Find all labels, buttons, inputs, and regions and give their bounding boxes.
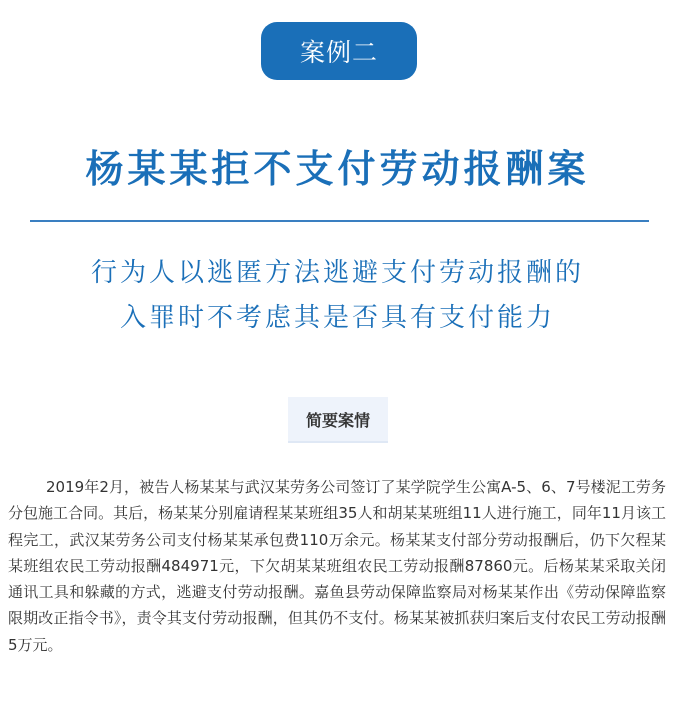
case-subtitle-line-1: 行为人以逃匿方法逃避支付劳动报酬的 xyxy=(90,258,584,288)
case-title: 杨某某拒不支付劳动报酬案 xyxy=(85,146,590,191)
case-badge: 案例二 xyxy=(261,22,417,80)
section-heading: 简要案情 xyxy=(288,397,388,443)
case-paragraph: 2019年2月，被告人杨某某与武汉某劳务公司签订了某学院学生公寓A-5、6、7号楼泥工劳务分包施工合同。其后，杨某某分别雇请程某某班组35人和胡某某班组11人进行施工，同年11月该工程完工，武汉某劳务公司支付杨某某承包费110万余元。杨某某支付部分劳动报酬后，仍下欠程某某班组农民工劳动报酬484971元，下欠胡某某班组农民工劳动报酬87860元。后杨某某采取关闭通讯工具和躲藏的方式，逃避支付劳动报酬。嘉鱼县劳动保障监察局对杨某某作出《劳动保障监察限期改正指令书》，责令其支付劳动报酬，但其仍不支付。杨某某被抓获归案后支付农民工劳动报酬5万元。 xyxy=(8,478,666,654)
title-divider xyxy=(30,220,649,222)
case-body xyxy=(8,474,666,658)
case-subtitle-line-2: 入罪时不考虑其是否具有支付能力 xyxy=(119,303,555,333)
